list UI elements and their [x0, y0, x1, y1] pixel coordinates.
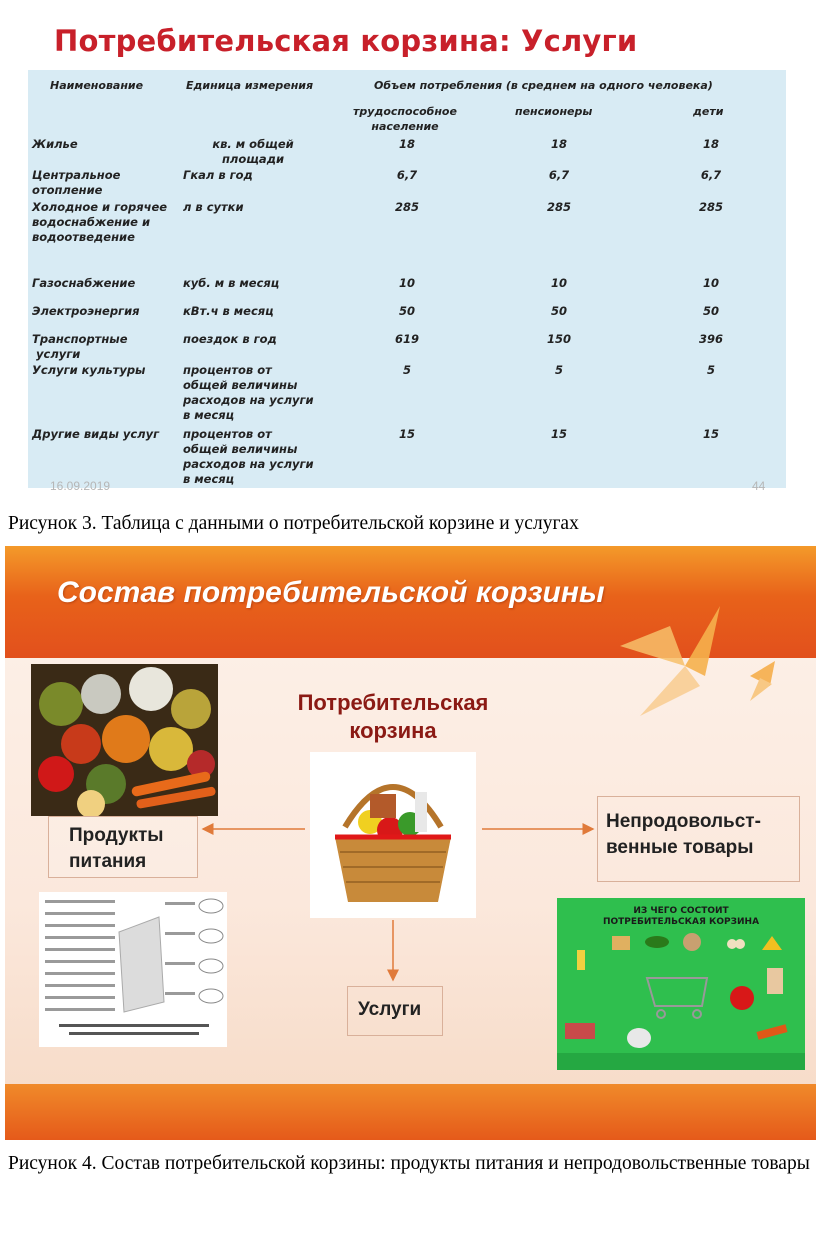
row-2-name: Холодное и горячее водоснабжение и водоотведение	[32, 200, 168, 244]
row-7-name: Другие виды услуг	[32, 427, 160, 441]
header-volume: Объем потребления (в среднем на одного человека)	[374, 79, 713, 92]
row-5-working-value: 619	[394, 332, 419, 346]
services-label: Услуги	[347, 986, 443, 1036]
services-table-slide	[0, 0, 816, 498]
row-5-children-value: 396	[698, 332, 723, 346]
slide-title: Потребительская корзина: Услуги	[54, 24, 638, 58]
row-2-pensioners-value: 285	[546, 200, 571, 214]
row-2-working-value: 285	[394, 200, 419, 214]
vegetables-image	[31, 664, 218, 816]
header-children: дети	[693, 105, 724, 118]
row-5-name: Транспортные услуги	[32, 332, 128, 361]
row-0-working-value: 18	[398, 137, 415, 151]
row-7-unit: процентов от общей величины расходов на услуги в месяц	[183, 427, 314, 486]
bottom-band	[5, 1084, 816, 1140]
infographic-items	[557, 928, 805, 1070]
basket-title: Потребительская корзина	[297, 690, 489, 743]
basket-composition-slide	[5, 546, 816, 1140]
row-4-pensioners-value: 50	[550, 304, 567, 318]
row-0-unit: кв. м общей площади	[212, 137, 294, 166]
row-2-children-value: 285	[698, 200, 723, 214]
row-0-pensioners-value: 18	[550, 137, 567, 151]
basket-infographic-image	[557, 898, 805, 1070]
row-3-working-value: 10	[398, 276, 415, 290]
row-6-pensioners-value: 5	[554, 363, 563, 377]
header-pensioners: пенсионеры	[515, 105, 593, 118]
row-1-children-value: 6,7	[700, 168, 722, 182]
row-3-name: Газоснабжение	[32, 276, 136, 290]
figure-caption-3: Рисунок 3. Таблица с данными о потребительской корзине и услугах	[8, 513, 579, 534]
non-food-goods-label: Непродовольст- венные товары	[597, 796, 800, 882]
infographic-title: ИЗ ЧЕГО СОСТОИТ ПОТРЕБИТЕЛЬСКАЯ КОРЗИНА	[602, 906, 760, 927]
header-unit: Единица измерения	[186, 79, 314, 92]
row-3-children-value: 10	[702, 276, 719, 290]
row-7-pensioners-value: 15	[550, 427, 567, 441]
slide-title: Состав потребительской корзины	[57, 576, 605, 609]
basket-image	[310, 752, 476, 918]
row-0-name: Жилье	[32, 137, 78, 151]
figure-caption-4: Рисунок 4. Состав потребительской корзины: продукты питания и непродовольственные товары	[8, 1153, 810, 1174]
row-4-unit: кВт.ч в месяц	[183, 304, 274, 318]
row-5-unit: поездок в год	[183, 332, 277, 346]
row-4-children-value: 50	[702, 304, 719, 318]
slide-page-number: 44	[752, 479, 766, 493]
row-1-pensioners-value: 6,7	[548, 168, 570, 182]
row-6-name: Услуги культуры	[32, 363, 146, 377]
row-1-name: Центральное отопление	[32, 168, 121, 197]
row-6-working-value: 5	[402, 363, 411, 377]
row-7-working-value: 15	[398, 427, 415, 441]
row-4-working-value: 50	[398, 304, 415, 318]
row-6-children-value: 5	[706, 363, 715, 377]
row-2-unit: л в сутки	[183, 200, 244, 214]
row-1-working-value: 6,7	[396, 168, 418, 182]
row-7-children-value: 15	[702, 427, 719, 441]
row-3-pensioners-value: 10	[550, 276, 567, 290]
row-0-children-value: 18	[702, 137, 719, 151]
header-working: трудоспособное население	[353, 105, 457, 133]
price-list-image	[39, 892, 227, 1047]
row-3-unit: куб. м в месяц	[183, 276, 280, 290]
slide-date: 16.09.2019	[50, 479, 111, 493]
food-products-label: Продукты питания	[48, 816, 198, 878]
row-1-unit: Гкал в год	[183, 168, 253, 182]
row-4-name: Электроэнергия	[32, 304, 140, 318]
row-6-unit: процентов от общей величины расходов на услуги в месяц	[183, 363, 314, 422]
row-5-pensioners-value: 150	[546, 332, 571, 346]
header-name: Наименование	[50, 79, 144, 92]
